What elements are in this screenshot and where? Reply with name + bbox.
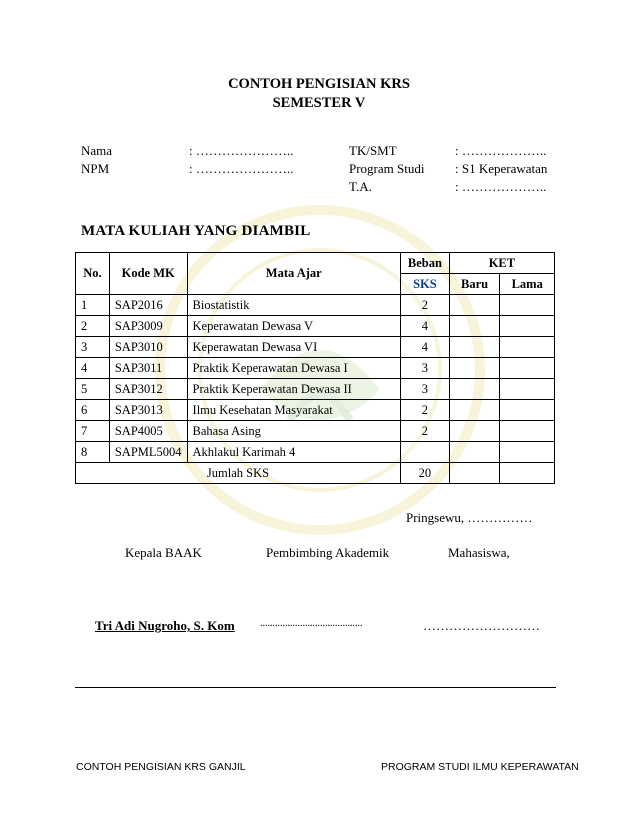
table-row [76,295,555,316]
mahasiswa-label: Mahasiswa, [448,545,510,560]
table-row [76,400,555,421]
row-sks: 3 [400,379,449,400]
row-sks: 4 [400,316,449,337]
row-lama [500,295,555,316]
nama-value: : ………………….. [189,143,294,158]
header-mata-ajar: Mata Ajar [187,253,400,295]
tksmt-label: TK/SMT [349,143,397,158]
row-baru [449,400,500,421]
row-mata-ajar: Bahasa Asing [187,421,400,442]
pembimbing-label: Pembimbing Akademik [266,545,390,560]
row-kode: SAP3012 [109,379,187,400]
row-baru [449,358,500,379]
row-mata-ajar: Praktik Keperawatan Dewasa II [187,379,400,400]
row-kode: SAPML5004 [109,442,187,463]
row-baru [449,295,500,316]
row-mata-ajar: Keperawatan Dewasa V [187,316,400,337]
table-row [76,421,555,442]
row-kode: SAP3010 [109,337,187,358]
total-row [76,463,555,484]
row-sks: 4 [400,337,449,358]
header-sks: SKS [400,274,449,295]
course-table [75,252,555,484]
kepala-baak-label: Kepala BAAK [125,545,202,560]
total-lama [500,463,555,484]
row-no: 3 [76,337,110,358]
row-no: 6 [76,400,110,421]
row-no: 2 [76,316,110,337]
row-no: 5 [76,379,110,400]
mahasiswa-name: ……………………… [423,618,540,633]
prodi-value: : S1 Keperawatan [455,161,548,176]
row-baru [449,421,500,442]
row-baru [449,379,500,400]
pembimbing-name: ......................................... [260,618,363,629]
row-lama [500,316,555,337]
row-kode: SAP2016 [109,295,187,316]
total-label: Jumlah SKS [76,463,401,484]
row-lama [500,337,555,358]
row-kode: SAP3013 [109,400,187,421]
doc-title: CONTOH PENGISIAN KRS [228,76,410,92]
table-row [76,358,555,379]
kepala-baak-name: Tri Adi Nugroho, S. Kom [95,618,235,633]
row-no: 8 [76,442,110,463]
row-sks: 2 [400,400,449,421]
row-mata-ajar: Ilmu Kesehatan Masyarakat [187,400,400,421]
header-ket: KET [449,253,554,274]
row-kode: SAP4005 [109,421,187,442]
row-lama [500,358,555,379]
nama-label: Nama [81,143,113,158]
row-no: 1 [76,295,110,316]
ta-value: : ……………….. [455,179,547,194]
total-value: 20 [400,463,449,484]
row-lama [500,400,555,421]
row-sks: 2 [400,295,449,316]
table-row [76,337,555,358]
divider [75,687,556,688]
row-lama [500,421,555,442]
table-row [76,379,555,400]
row-baru [449,337,500,358]
row-no: 7 [76,421,110,442]
row-sks: 2 [400,421,449,442]
row-sks: 3 [400,358,449,379]
row-mata-ajar: Keperawatan Dewasa VI [187,337,400,358]
row-lama [500,379,555,400]
footer-left: CONTOH PENGISIAN KRS GANJIL [76,761,246,773]
row-kode: SAP3011 [109,358,187,379]
section-title: MATA KULIAH YANG DIAMBIL [81,223,311,239]
table-row [76,442,555,463]
row-baru [449,316,500,337]
row-sks [400,442,449,463]
row-lama [500,442,555,463]
row-mata-ajar: Biostatistik [187,295,400,316]
total-baru [449,463,500,484]
table-row [76,316,555,337]
prodi-label: Program Studi [349,161,425,176]
row-baru [449,442,500,463]
row-kode: SAP3009 [109,316,187,337]
header-kode: Kode MK [109,253,187,295]
header-baru: Baru [449,274,500,295]
header-lama: Lama [500,274,555,295]
header-no: No. [76,253,110,295]
footer-right: PROGRAM STUDI ILMU KEPERAWATAN [381,761,579,773]
row-no: 4 [76,358,110,379]
place-date: Pringsewu, …………… [406,510,533,525]
npm-value: : ………………….. [189,161,294,176]
header-beban: Beban [400,253,449,274]
ta-label: T.A. [349,179,372,194]
npm-label: NPM [81,161,110,176]
doc-subtitle: SEMESTER V [272,95,366,111]
row-mata-ajar: Akhlakul Karimah 4 [187,442,400,463]
tksmt-value: : ……………….. [455,143,547,158]
row-mata-ajar: Praktik Keperawatan Dewasa I [187,358,400,379]
